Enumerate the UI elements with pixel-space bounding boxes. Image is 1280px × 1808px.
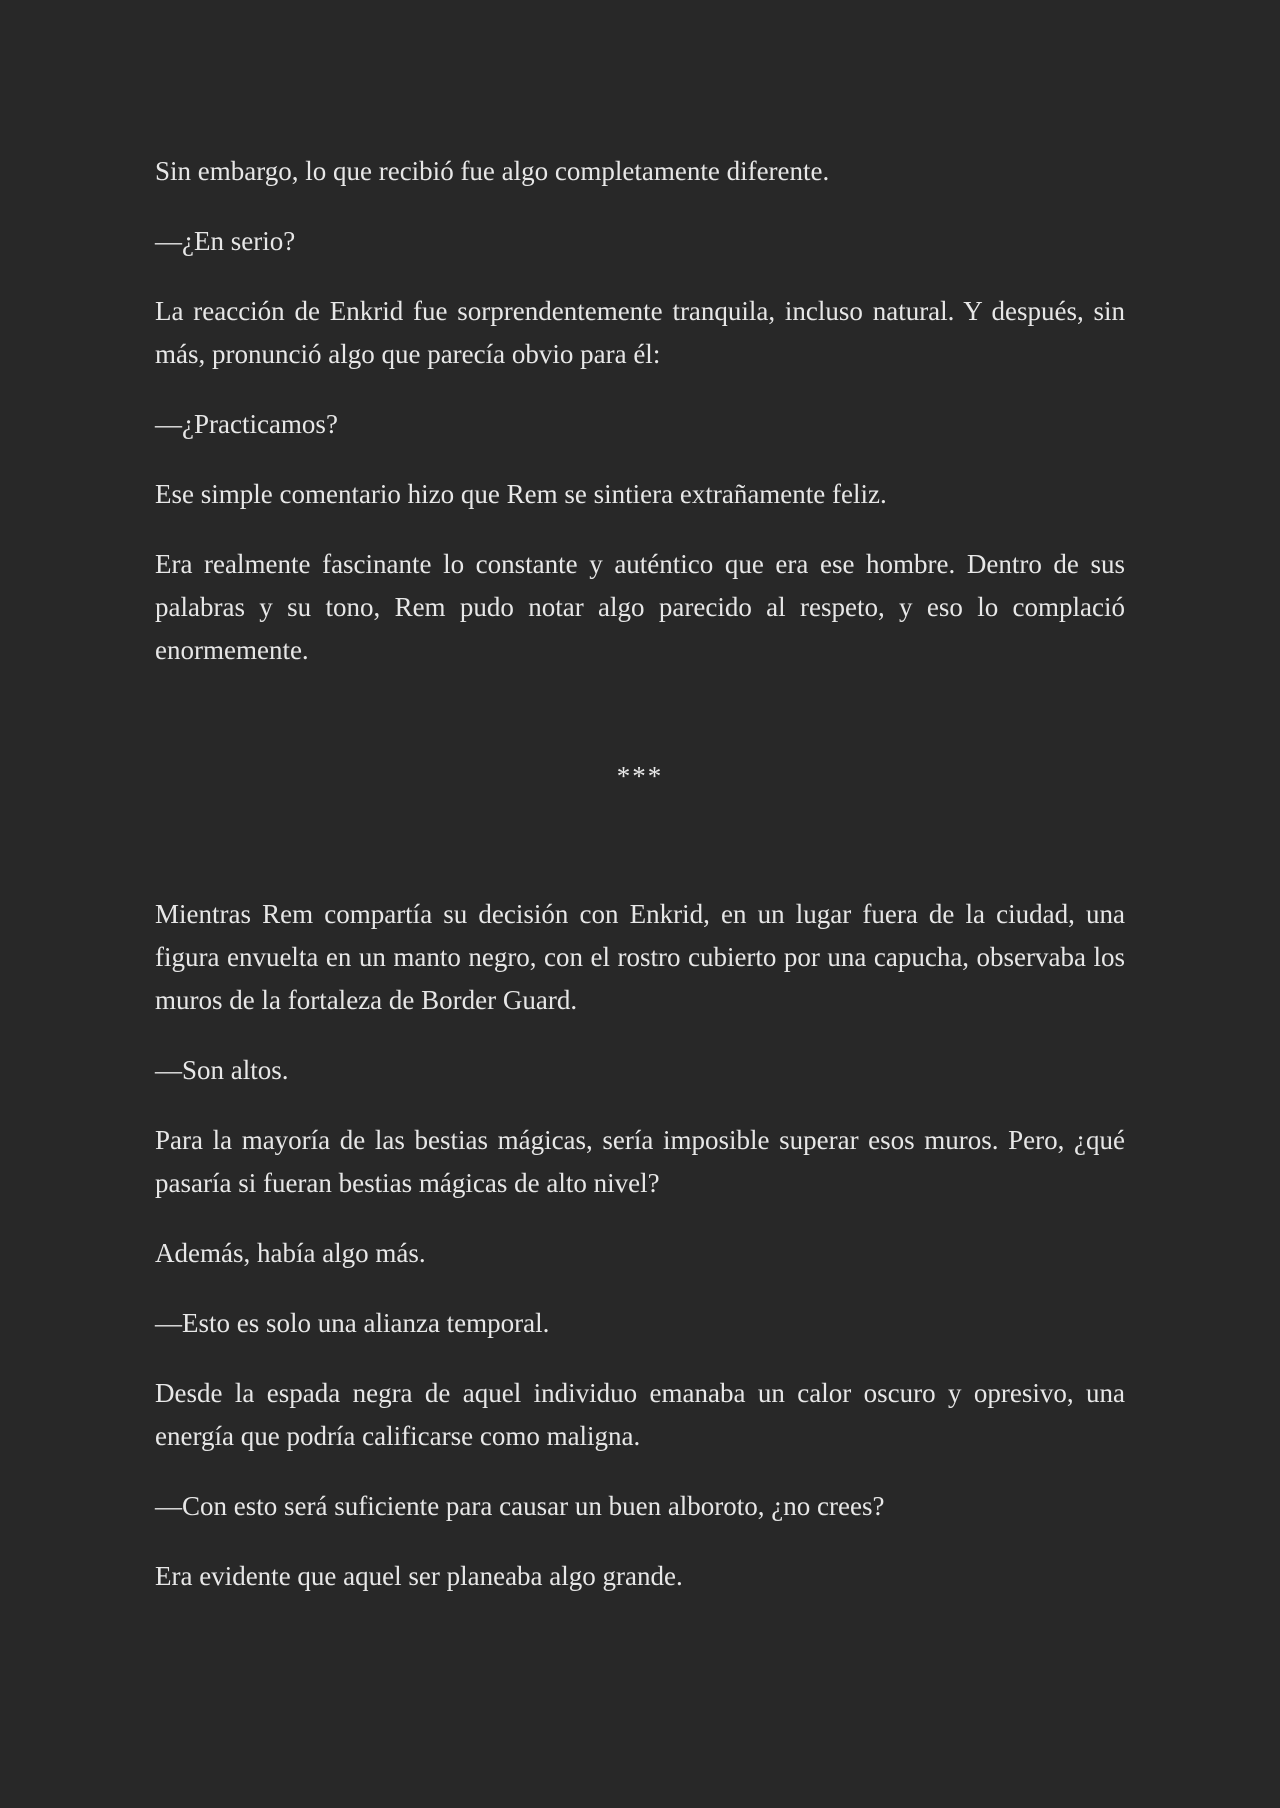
dialogue-line: —¿En serio? [155, 226, 296, 256]
paragraph: La reacción de Enkrid fue sorprendentemente tranquila, incluso natural. Y después, sin más, pronunció algo que parecía obvio para él: [155, 296, 1125, 369]
section-one [155, 150, 1125, 672]
paragraph: Mientras Rem compartía su decisión con Enkrid, en un lugar fuera de la ciudad, una figura envuelta en un manto negro, con el rostro cubierto por una capucha, observaba los muros de la fortaleza de Border Guard. [155, 899, 1125, 1015]
paragraph: Ese simple comentario hizo que Rem se sintiera extrañamente feliz. [155, 479, 887, 509]
paragraph: Además, había algo más. [155, 1238, 426, 1268]
paragraph: Sin embargo, lo que recibió fue algo completamente diferente. [155, 156, 830, 186]
dialogue-line: —¿Practicamos? [155, 409, 338, 439]
paragraph: Para la mayoría de las bestias mágicas, sería imposible superar esos muros. Pero, ¿qué pasaría si fueran bestias mágicas de alto nivel? [155, 1125, 1125, 1198]
paragraph: Desde la espada negra de aquel individuo emanaba un calor oscuro y opresivo, una energía que podría calificarse como maligna. [155, 1378, 1125, 1451]
dialogue-line: —Con esto será suficiente para causar un buen alboroto, ¿no crees? [155, 1491, 885, 1521]
scene-break: *** [616, 761, 664, 791]
dialogue-line: —Esto es solo una alianza temporal. [155, 1308, 550, 1338]
section-two [155, 893, 1125, 1598]
paragraph: Era evidente que aquel ser planeaba algo grande. [155, 1561, 683, 1591]
dialogue-line: —Son altos. [155, 1055, 289, 1085]
paragraph: Era realmente fascinante lo constante y auténtico que era ese hombre. Dentro de sus palabras y su tono, Rem pudo notar algo parecido al respeto, y eso lo complació enormemente. [155, 549, 1125, 665]
